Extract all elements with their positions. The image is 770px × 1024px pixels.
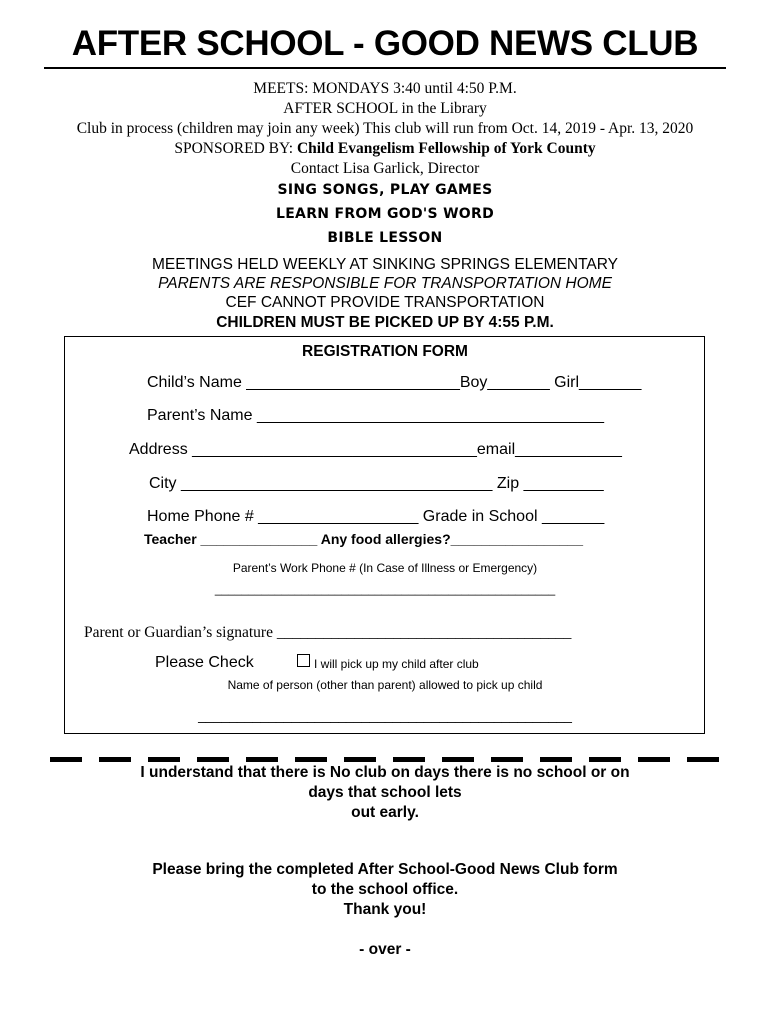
sponsor-name: Child Evangelism Fellowship of York County	[296, 140, 596, 157]
sponsor-label: SPONSORED BY:	[174, 140, 294, 157]
pickup-notice: CHILDREN MUST BE PICKED UP BY 4:55 P.M.	[216, 314, 554, 331]
sponsor-line	[0, 140, 770, 158]
transport-notice: CEF CANNOT PROVIDE TRANSPORTATION	[225, 294, 545, 311]
contact-line: Contact Lisa Garlick, Director	[290, 160, 480, 177]
bring-form-notice-1: Please bring the completed After School-Good News Club form	[152, 861, 618, 878]
meeting-time: MEETS: MONDAYS 3:40 until 4:50 P.M.	[253, 80, 517, 97]
city-zip-field[interactable]: City ___________________________________ Zip _________	[149, 475, 604, 492]
other-person-label: Name of person (other than parent) allowed to pick up child	[227, 678, 543, 692]
no-club-notice-2: days that school lets	[308, 784, 462, 801]
activity-bible: BIBLE LESSON	[327, 230, 443, 246]
meeting-location: AFTER SCHOOL in the Library	[283, 100, 487, 117]
work-phone-label: Parent’s Work Phone # (In Case of Illness or Emergency)	[232, 561, 538, 575]
other-person-line[interactable]: ________________________________________________	[198, 707, 572, 723]
pickup-checkbox[interactable]	[297, 654, 310, 667]
please-check-label: Please Check	[155, 654, 254, 671]
pickup-check-label: I will pick up my child after club	[314, 657, 479, 671]
work-phone-line[interactable]: ___________________________________________________	[214, 582, 556, 596]
activity-learn: LEARN FROM GOD'S WORD	[275, 206, 495, 222]
club-dates: Club in process (children may join any week) This club will run from Oct. 14, 2019 - Apr. 13, 2020	[76, 120, 694, 137]
meetings-notice: MEETINGS HELD WEEKLY AT SINKING SPRINGS ELEMENTARY	[152, 256, 618, 273]
thank-you: Thank you!	[343, 901, 427, 918]
over-note: - over -	[359, 941, 411, 958]
no-club-notice-3: out early.	[351, 804, 419, 821]
title-underline	[44, 67, 726, 69]
phone-grade-field[interactable]: Home Phone # __________________ Grade in School _______	[147, 508, 605, 525]
address-email-field[interactable]: Address ________________________________email____________	[129, 441, 622, 458]
bring-form-notice-2: to the school office.	[311, 881, 459, 898]
parents-notice: PARENTS ARE RESPONSIBLE FOR TRANSPORTATION HOME	[158, 275, 612, 292]
signature-field[interactable]: Parent or Guardian’s signature ______________________________________	[84, 624, 572, 641]
registration-heading: REGISTRATION FORM	[302, 343, 468, 360]
child-name-field[interactable]: Child’s Name ________________________Boy_______ Girl_______	[147, 374, 642, 391]
teacher-allergies-field[interactable]: Teacher _______________ Any food allergies?_________________	[144, 531, 583, 547]
no-club-notice-1: I understand that there is No club on days there is no school or on	[140, 764, 630, 781]
activity-sing: SING SONGS, PLAY GAMES	[277, 182, 493, 198]
parent-name-field[interactable]: Parent’s Name _______________________________________	[147, 407, 605, 424]
cut-line	[50, 757, 720, 762]
page-title: AFTER SCHOOL - GOOD NEWS CLUB	[71, 24, 699, 63]
